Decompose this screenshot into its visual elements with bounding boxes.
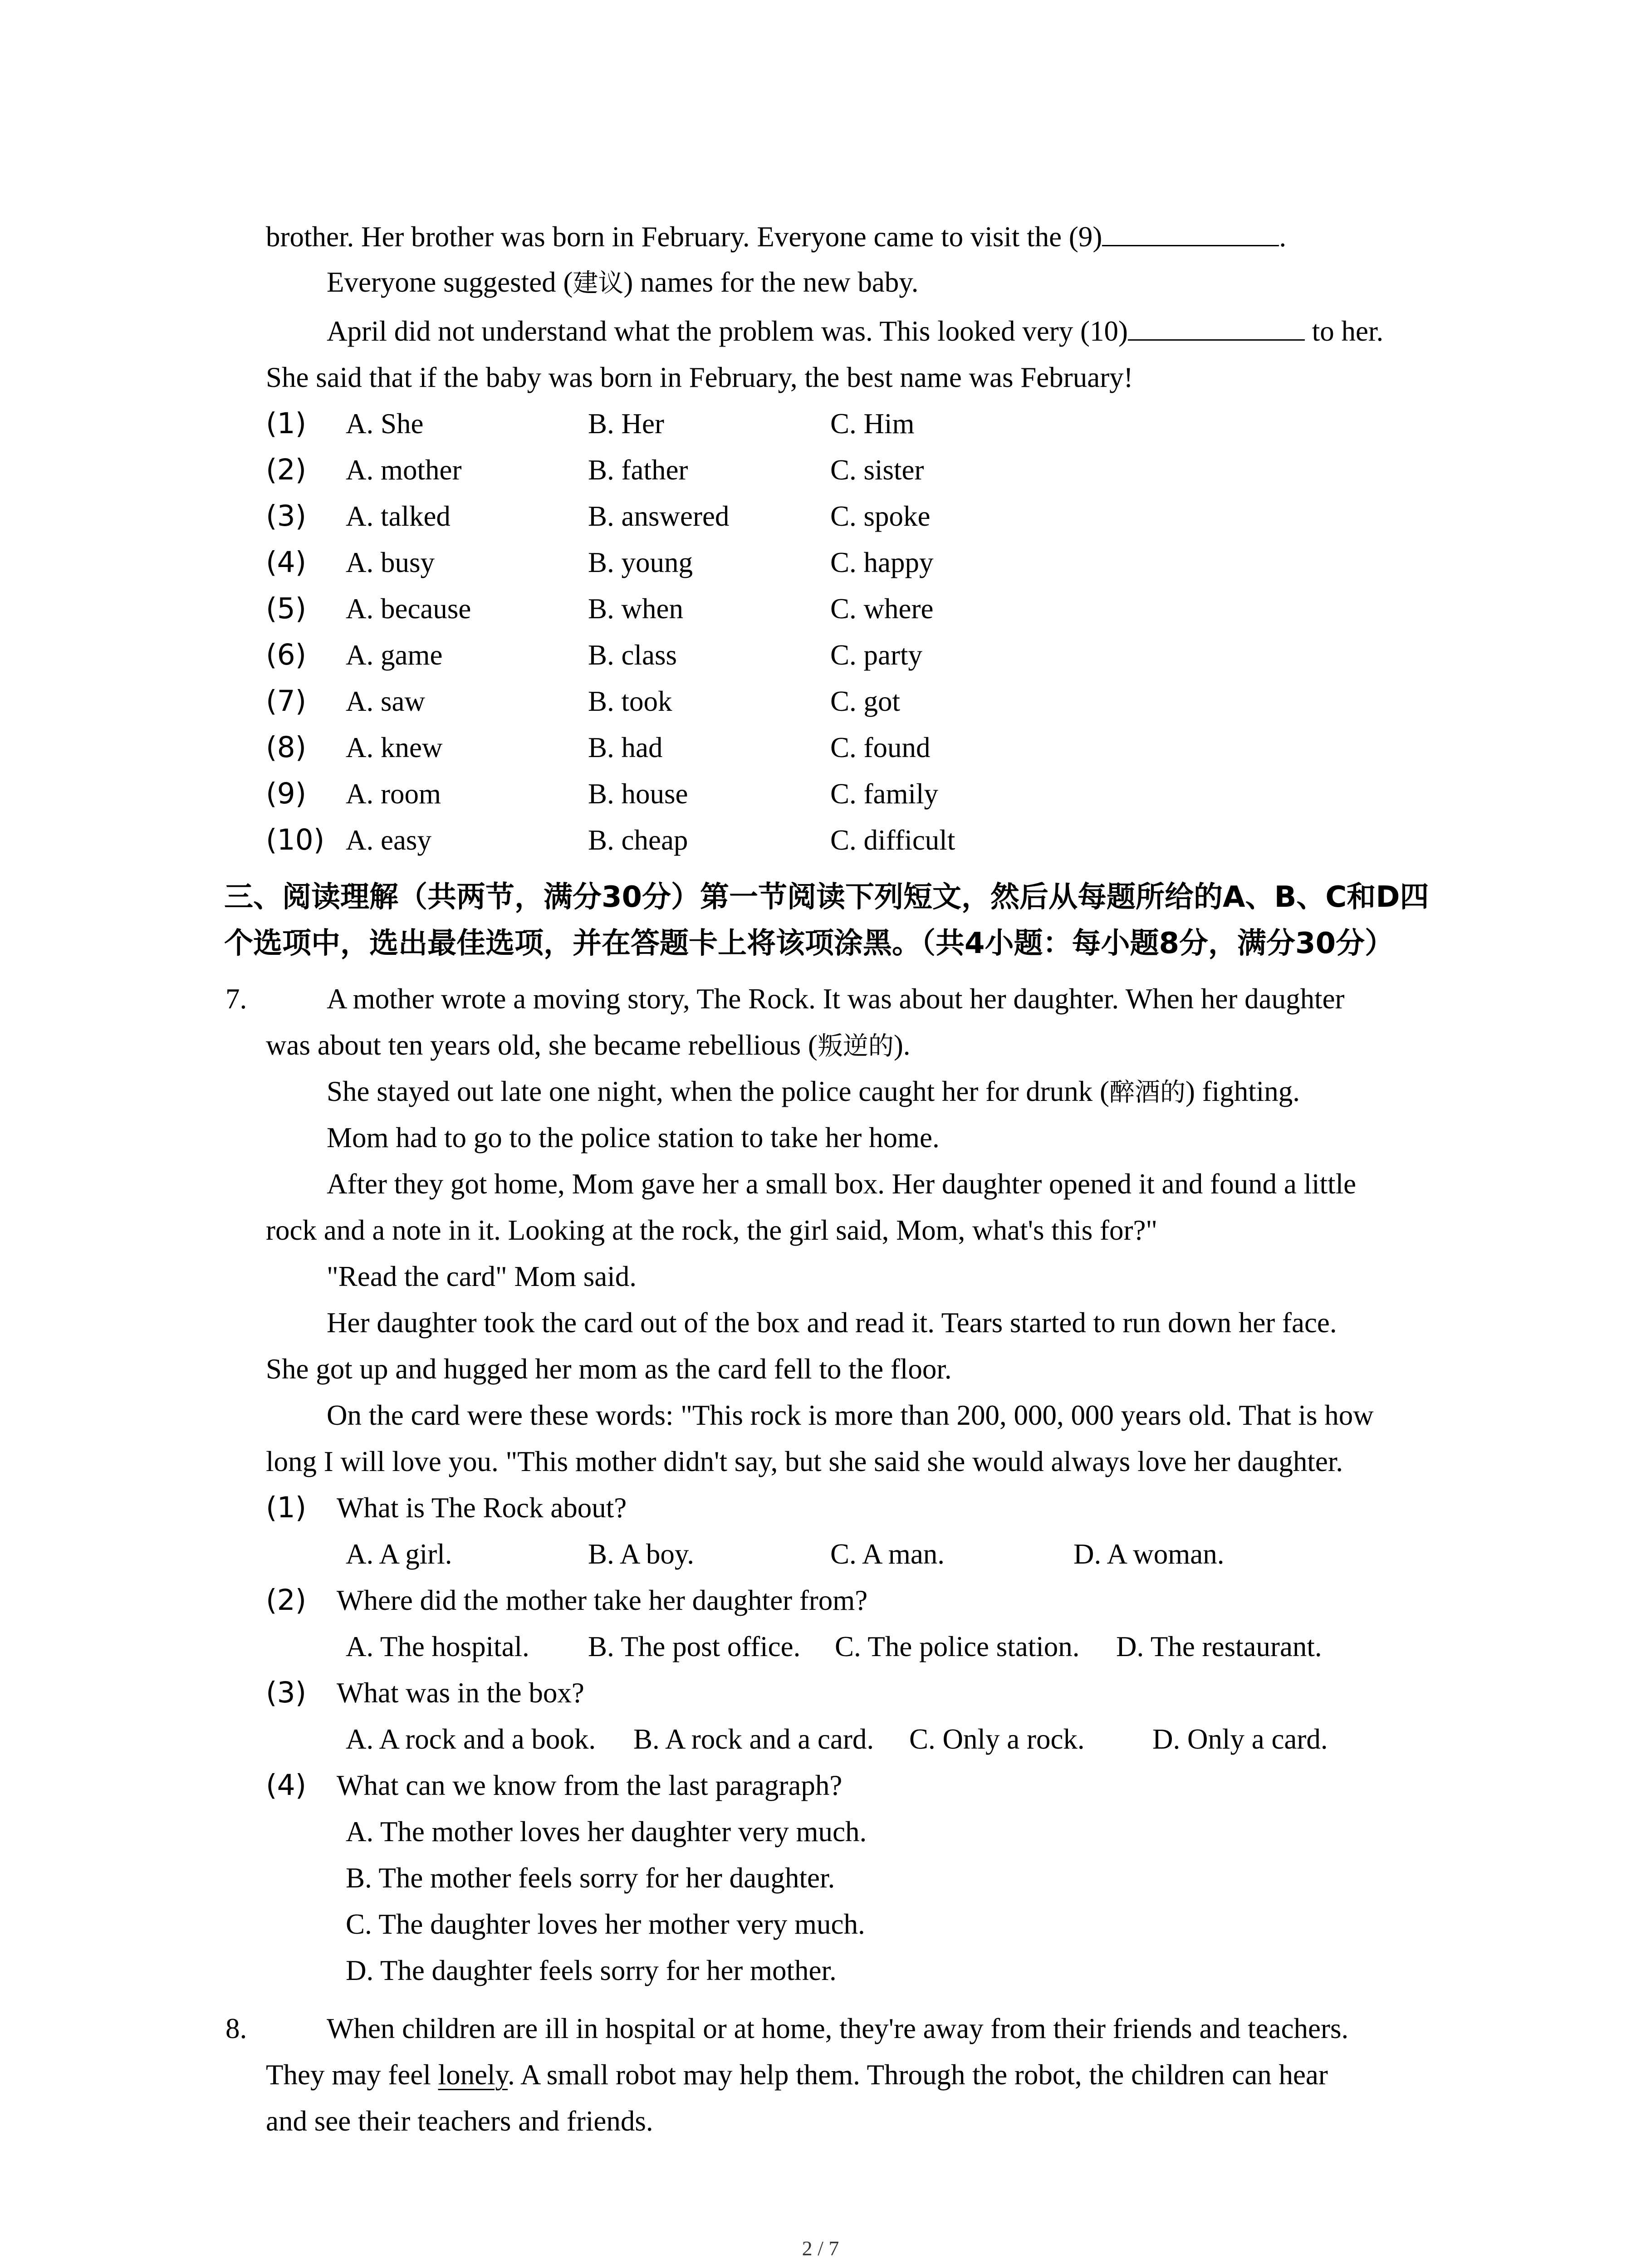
option-c[interactable]: C. The police station.: [835, 1631, 1080, 1662]
passage-text: Everyone suggested (: [327, 266, 573, 298]
option-c[interactable]: C. sister: [830, 454, 924, 486]
chinese-gloss: 叛逆的: [817, 1031, 894, 1061]
passage-text: ).: [893, 1029, 911, 1061]
option-b[interactable]: B. Her: [588, 408, 664, 440]
option-d[interactable]: D. A woman.: [1073, 1538, 1225, 1570]
option-a[interactable]: A. saw: [346, 685, 425, 717]
option-b[interactable]: B. took: [588, 685, 672, 717]
option-c[interactable]: C. found: [830, 732, 931, 763]
option-b[interactable]: B. when: [588, 593, 683, 625]
passage-line: [327, 1073, 1300, 1111]
subquestion-text: Where did the mother take her daughter from?: [337, 1584, 868, 1616]
passage-text: ) names for the new baby.: [623, 266, 919, 298]
passage-line: "Read the card" Mom said.: [327, 1261, 637, 1292]
cloze-number: (9): [266, 777, 307, 810]
cloze-number: (7): [266, 684, 307, 718]
passage-text: .: [1279, 221, 1287, 253]
subquestion-text: What can we know from the last paragraph?: [337, 1769, 843, 1801]
option-a[interactable]: A. busy: [346, 547, 435, 578]
option-c[interactable]: C. spoke: [830, 500, 931, 532]
option-a[interactable]: A. She: [346, 408, 424, 440]
subquestion-text: What is The Rock about?: [337, 1492, 627, 1524]
cloze-number: (4): [266, 546, 307, 579]
subquestion-number: (3): [266, 1676, 307, 1709]
option-c[interactable]: C. Him: [830, 408, 915, 440]
option-c[interactable]: C. where: [830, 593, 934, 625]
passage-text: They may feel: [266, 2059, 438, 2091]
passage-line: rock and a note in it. Looking at the rock, the girl said, Mom, what's this for?": [266, 1214, 1158, 1246]
option-b[interactable]: B. answered: [588, 500, 730, 532]
section-heading: 三、阅读理解（共两节，满分30分）第一节阅读下列短文，然后从每题所给的A、B、C和D四: [224, 880, 1429, 914]
cloze-number: (8): [266, 731, 307, 764]
option-a[interactable]: A. easy: [346, 824, 431, 856]
option-d[interactable]: D. The daughter feels sorry for her mother.: [346, 1955, 837, 1986]
option-c[interactable]: C. family: [830, 778, 938, 810]
option-b[interactable]: B. A rock and a card.: [633, 1723, 874, 1755]
option-a[interactable]: A. talked: [346, 500, 451, 532]
passage-text: to her.: [1305, 315, 1384, 347]
subquestion-text: What was in the box?: [337, 1677, 584, 1709]
option-b[interactable]: B. father: [588, 454, 688, 486]
cloze-number: (10): [266, 823, 325, 856]
option-c[interactable]: C. A man.: [830, 1538, 945, 1570]
option-c[interactable]: C. Only a rock.: [909, 1723, 1085, 1755]
answer-blank-9[interactable]: [1102, 219, 1279, 246]
passage-line: [266, 219, 1286, 255]
passage-line: She said that if the baby was born in February, the best name was February!: [266, 362, 1133, 393]
underlined-word: lonely: [438, 2059, 508, 2091]
option-c[interactable]: C. The daughter loves her mother very much.: [346, 1908, 865, 1940]
passage-text: brother. Her brother was born in February. Everyone came to visit the (9): [266, 221, 1102, 253]
subquestion-number: (4): [266, 1769, 307, 1802]
passage-line: A mother wrote a moving story, The Rock. It was about her daughter. When her daughter: [327, 983, 1345, 1015]
subquestion-number: (1): [266, 1491, 307, 1524]
option-b[interactable]: B. A boy.: [588, 1538, 694, 1570]
option-a[interactable]: A. game: [346, 639, 443, 671]
option-a[interactable]: A. because: [346, 593, 471, 625]
option-d[interactable]: D. Only a card.: [1152, 1723, 1328, 1755]
option-c[interactable]: C. party: [830, 639, 922, 671]
cloze-number: (6): [266, 638, 307, 671]
passage-text: She stayed out late one night, when the police caught her for drunk (: [327, 1075, 1109, 1107]
option-a[interactable]: A. A girl.: [346, 1538, 452, 1570]
option-b[interactable]: B. house: [588, 778, 688, 810]
option-b[interactable]: B. cheap: [588, 824, 688, 856]
cloze-number: (1): [266, 407, 307, 440]
passage-line: On the card were these words: "This rock is more than 200, 000, 000 years old. That is how: [327, 1399, 1374, 1431]
option-a[interactable]: A. mother: [346, 454, 462, 486]
passage-line: After they got home, Mom gave her a small box. Her daughter opened it and found a little: [327, 1168, 1357, 1200]
option-b[interactable]: B. young: [588, 547, 693, 578]
passage-text: April did not understand what the problem was. This looked very (10): [327, 315, 1128, 347]
option-c[interactable]: C. difficult: [830, 824, 955, 856]
subquestion-number: (2): [266, 1584, 307, 1617]
chinese-gloss: 醉酒的: [1109, 1078, 1185, 1107]
passage-line: When children are ill in hospital or at home, they're away from their friends and teachers.: [327, 2013, 1349, 2044]
passage-line: Mom had to go to the police station to take her home.: [327, 1122, 940, 1154]
passage-line: [266, 2057, 1328, 2093]
passage-line: [327, 313, 1383, 349]
passage-text: ) fighting.: [1185, 1075, 1300, 1107]
option-c[interactable]: C. got: [830, 685, 901, 717]
passage-line: She got up and hugged her mom as the card fell to the floor.: [266, 1353, 952, 1385]
option-b[interactable]: B. The post office.: [588, 1631, 801, 1662]
passage-text: was about ten years old, she became rebellious (: [266, 1029, 818, 1061]
option-b[interactable]: B. The mother feels sorry for her daughter.: [346, 1862, 835, 1894]
option-b[interactable]: B. had: [588, 732, 663, 763]
passage-line: long I will love you. "This mother didn't say, but she said she would always love her daughter.: [266, 1446, 1343, 1477]
cloze-number: (5): [266, 592, 307, 625]
cloze-number: (2): [266, 453, 307, 486]
option-a[interactable]: A. room: [346, 778, 441, 810]
option-a[interactable]: A. The hospital.: [346, 1631, 529, 1662]
option-c[interactable]: C. happy: [830, 547, 934, 578]
page-number: 2 / 7: [802, 2237, 839, 2260]
question-number: 7.: [225, 983, 247, 1015]
option-b[interactable]: B. class: [588, 639, 677, 671]
passage-line: and see their teachers and friends.: [266, 2105, 653, 2137]
passage-text: . A small robot may help them. Through the robot, the children can hear: [507, 2059, 1328, 2091]
passage-line: [266, 1027, 911, 1065]
passage-line: Her daughter took the card out of the box and read it. Tears started to run down her face.: [327, 1307, 1337, 1339]
chinese-gloss: 建议: [573, 269, 624, 298]
option-a[interactable]: A. knew: [346, 732, 443, 763]
option-a[interactable]: A. A rock and a book.: [346, 1723, 596, 1755]
cloze-number: (3): [266, 499, 307, 533]
option-d[interactable]: D. The restaurant.: [1116, 1631, 1322, 1662]
section-heading: 个选项中，选出最佳选项，并在答题卡上将该项涂黑。（共4小题：每小题8分，满分30分）: [224, 927, 1394, 960]
passage-line: [327, 264, 919, 302]
question-number: 8.: [225, 2013, 247, 2044]
answer-blank-10[interactable]: [1128, 313, 1305, 341]
option-a[interactable]: A. The mother loves her daughter very much.: [346, 1816, 867, 1848]
